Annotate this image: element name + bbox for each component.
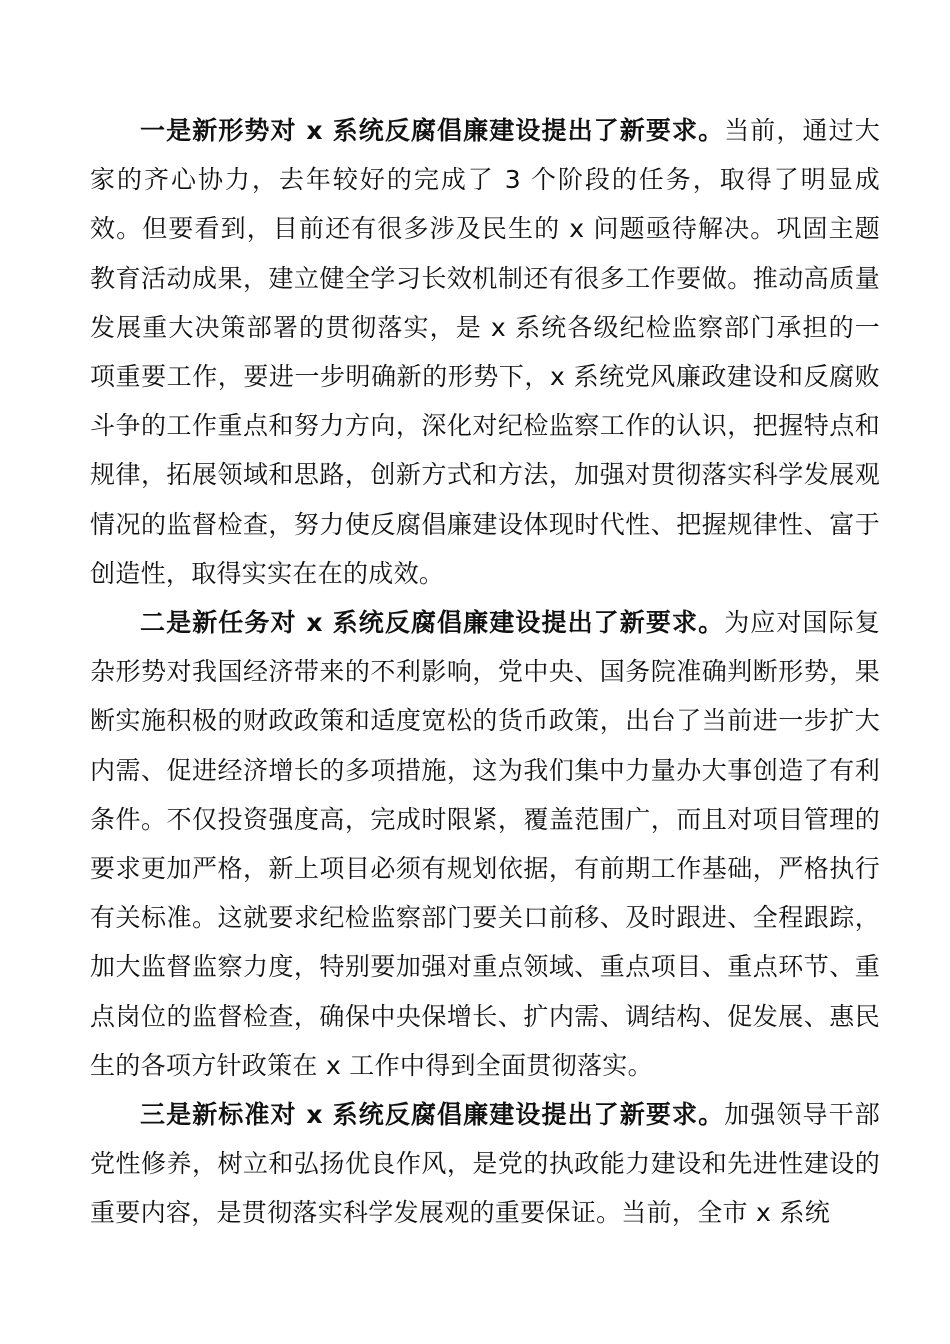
- paragraph-new-tasks: [90, 598, 880, 1090]
- paragraph-body-text: 当前，通过大家的齐心协力，去年较好的完成了 3 个阶段的任务，取得了明显成效。但要看到，目前还有很多涉及民生的 x 问题亟待解决。巩固主题教育活动成果，建立健全学习长效机制还有很多工作要做。推动高质量发展重大决策部署的贯彻落实，是 x 系统各级纪检监察部门承担的一项重要工作，要进一步明确新的形势下，x 系统党风廉政建设和反腐败斗争的工作重点和努力方向，深化对纪检监察工作的认识，把握特点和规律，拓展领域和思路，创新方式和方法，加强对贯彻落实科学发展观情况的监督检查，努力使反腐倡廉建设体现时代性、把握规律性、富于创造性，取得实实在在的成效。: [90, 116, 880, 588]
- paragraph-lead-heading: 一是新形势对 x 系统反腐倡廉建设提出了新要求。: [140, 116, 725, 145]
- paragraph-new-situation: [90, 106, 880, 598]
- paragraph-body-text: 加强领导干部党性修养，树立和弘扬优良作风，是党的执政能力建设和先进性建设的重要内容，是贯彻落实科学发展观的重要保证。当前，全市 x 系统: [90, 1100, 880, 1228]
- paragraph-new-standards: [90, 1090, 880, 1238]
- document-page: [90, 106, 880, 1238]
- paragraph-lead-heading: 二是新任务对 x 系统反腐倡廉建设提出了新要求。: [140, 608, 725, 638]
- paragraph-lead-heading: 三是新标准对 x 系统反腐倡廉建设提出了新要求。: [140, 1100, 725, 1130]
- paragraph-body-text: 为应对国际复杂形势对我国经济带来的不利影响，党中央、国务院准确判断形势，果断实施积极的财政政策和适度宽松的货币政策，出台了当前进一步扩大内需、促进经济增长的多项措施，这为我们集中力量办大事创造了有利条件。不仅投资强度高，完成时限紧，覆盖范围广，而且对项目管理的要求更加严格，新上项目必须有规划依据，有前期工作基础，严格执行有关标准。这就要求纪检监察部门要关口前移、及时跟进、全程跟踪，加大监督监察力度，特别要加强对重点领域、重点项目、重点环节、重点岗位的监督检查，确保中央保增长、扩内需、调结构、促发展、惠民生的各项方针政策在 x 工作中得到全面贯彻落实。: [90, 608, 880, 1080]
